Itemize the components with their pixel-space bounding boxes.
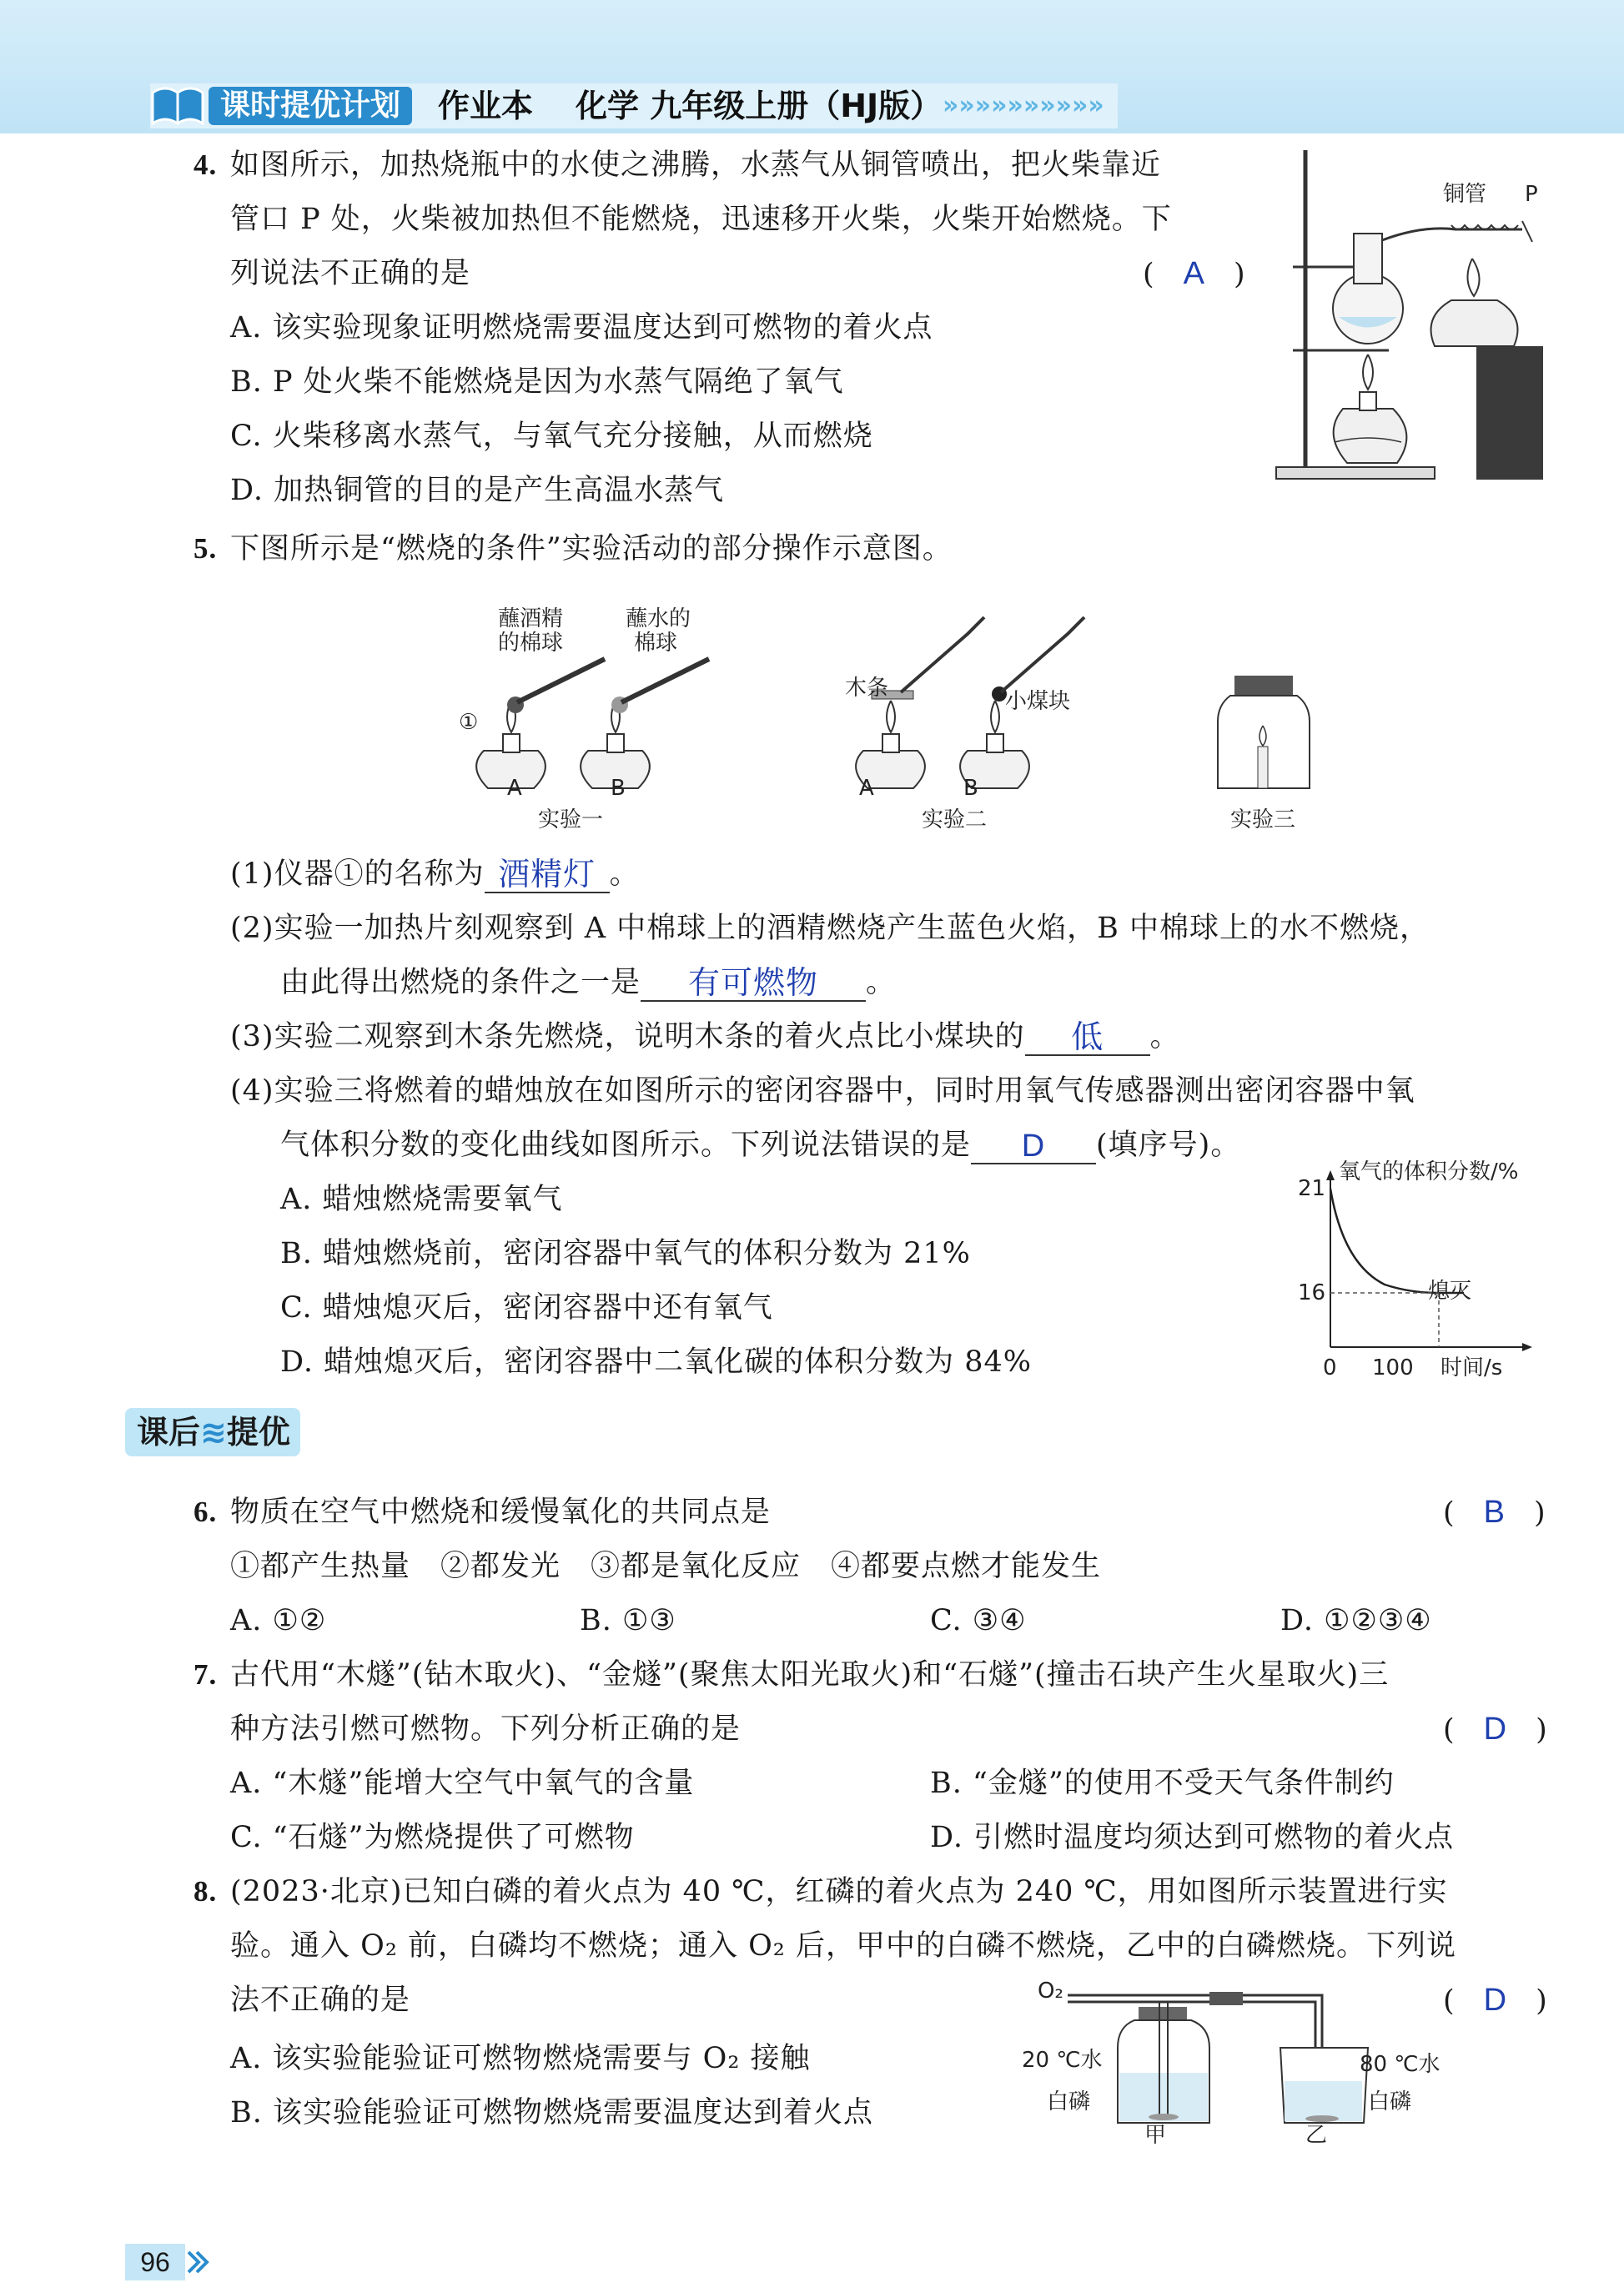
q4-apparatus-figure (1272, 142, 1547, 484)
q4-option-d: D. 加热铜管的目的是产生高温水蒸气 (230, 474, 725, 507)
q8-fig-yi: 乙 (1305, 2123, 1328, 2148)
exp1-label-water-2: 棉球 (634, 631, 678, 656)
graph-x-100: 100 (1372, 1355, 1414, 1380)
q4-answer-paren: ( A ) (1143, 256, 1245, 291)
q5-part3-answer: 低 (1025, 1021, 1150, 1056)
subject-title: 化学 九年级上册（HJ版） (576, 88, 943, 124)
q5-part3 (230, 1018, 1180, 1056)
q4-fig-label-tube: 铜管 (1443, 182, 1487, 207)
q5-part3-post: 。 (1149, 1020, 1180, 1053)
q7-option-b: B. “金燧”的使用不受天气条件制约 (930, 1767, 1395, 1800)
exp1-label-circle-one: ① (459, 710, 479, 735)
q4-option-a: A. 该实验现象证明燃烧需要温度达到可燃物的着火点 (230, 311, 933, 344)
q5-part2-line1: (2)实验一加热片刻观察到 A 中棉球上的酒精燃烧产生蓝色火焰，B 中棉球上的水不燃烧， (230, 912, 1430, 945)
q4-answer: A (1183, 256, 1205, 291)
q5-stem: 下图所示是“燃烧的条件”实验活动的部分操作示意图。 (230, 532, 953, 566)
header-arrows: »»»»»»»»»» (943, 91, 1104, 120)
exp1-label-alcohol-1: 蘸酒精 (498, 606, 564, 631)
q6-option-b: B. ①③ (580, 1604, 676, 1637)
q5-option-d: D. 蜡烛熄灭后，密闭容器中二氧化碳的体积分数为 84% (280, 1345, 1032, 1379)
q5-part4-post: (填序号)。 (1096, 1129, 1241, 1162)
section-title-a: 课后 (137, 1414, 201, 1451)
q4-fig-label-p: P (1525, 182, 1538, 207)
q8-answer-paren: ( D ) (1443, 1983, 1547, 2018)
exp2-label-coal: 小煤块 (1005, 689, 1071, 714)
graph-y-16: 16 (1298, 1280, 1326, 1305)
q8-fig-o2: O₂ (1038, 1979, 1063, 2004)
q4-option-b: B. P 处火柴不能燃烧是因为水蒸气隔绝了氧气 (230, 365, 844, 399)
exp3-jar (1218, 676, 1310, 788)
page-arrow-icon (185, 2249, 210, 2275)
q7-answer: D (1483, 1712, 1507, 1747)
exp1-label-alcohol-2: 的棉球 (498, 631, 564, 656)
q7-answer-paren: ( D ) (1443, 1712, 1547, 1747)
exp2-label-wood: 木条 (845, 676, 889, 701)
q5-option-c: C. 蜡烛熄灭后，密闭容器中还有氧气 (280, 1291, 773, 1325)
oxygen-curve (1330, 1189, 1464, 1293)
q6-items: ①都产生热量 ②都发光 ③都是氧化反应 ④都要点燃才能发生 (230, 1550, 1102, 1583)
q8-option-b: B. 该实验能验证可燃物燃烧需要温度达到着火点 (230, 2096, 873, 2130)
q5-part2-answer: 有可燃物 (641, 967, 866, 1002)
exp1-label-a: A (507, 776, 522, 801)
q6-option-d: D. ①②③④ (1280, 1604, 1432, 1637)
q7-line1: 古代用“木燧”(钻木取火)、“金燧”(聚焦太阳光取火)和“石燧”(撞击石块产生火星取火)三 (230, 1658, 1390, 1692)
q5-number: 5. (194, 532, 218, 565)
q4-number: 4. (194, 148, 218, 181)
brand-title: 课时提优计划 (209, 87, 412, 125)
exp1-lamp-b (581, 659, 709, 788)
q6-answer: B (1483, 1495, 1506, 1530)
section-title-b: 提优 (226, 1414, 290, 1451)
q4-line2: 管口 P 处，火柴被加热但不能燃烧，迅速移开火柴，火柴开始燃烧。下 (230, 203, 1172, 236)
exp1-label-water-1: 蘸水的 (626, 606, 691, 631)
q5-option-b: B. 蜡烛燃烧前，密闭容器中氧气的体积分数为 21% (280, 1237, 971, 1270)
q8-fig-jia: 甲 (1144, 2123, 1167, 2148)
exp2-caption: 实验二 (922, 807, 988, 832)
q6-answer-paren: ( B ) (1443, 1495, 1546, 1530)
exp3-caption: 实验三 (1230, 807, 1296, 832)
q8-fig-water80: 80 ℃水 (1360, 2052, 1440, 2077)
section-title: 课后≋提优 (125, 1408, 300, 1456)
graph-x-0: 0 (1323, 1355, 1337, 1380)
q5-part4-line2 (280, 1126, 1240, 1164)
q7-number: 7. (194, 1658, 218, 1691)
q4-line3: 列说法不正确的是 (230, 257, 471, 290)
q5-part1-post: 。 (609, 857, 640, 891)
q6-number: 6. (194, 1496, 218, 1528)
q8-fig-wp-right: 白磷 (1368, 2089, 1412, 2114)
q8-option-a: A. 该实验能验证可燃物燃烧需要与 O₂ 接触 (230, 2042, 811, 2075)
graph-y-21: 21 (1298, 1176, 1326, 1201)
q7-option-a: A. “木燧”能增大空气中氧气的含量 (230, 1767, 695, 1800)
exp2-label-a: A (859, 776, 874, 801)
q7-option-d: D. 引燃时温度均须达到可燃物的着火点 (930, 1821, 1455, 1854)
book-name: 作业本 (438, 88, 534, 124)
q5-part3-text: (3)实验二观察到木条先燃烧，说明木条的着火点比小煤块的 (230, 1020, 1025, 1053)
q7-option-c: C. “石燧”为燃烧提供了可燃物 (230, 1821, 635, 1854)
q5-part4-line1: (4)实验三将燃着的蜡烛放在如图所示的密闭容器中，同时用氧气传感器测出密闭容器中氧 (230, 1074, 1415, 1108)
q5-part2-line2 (280, 963, 896, 1002)
q5-part2-post: 。 (866, 966, 897, 999)
graph-ylabel: 氧气的体积分数/% (1339, 1159, 1519, 1184)
oxygen-graph (1318, 1164, 1535, 1364)
q8-fig-water20: 20 ℃水 (1022, 2048, 1103, 2073)
q5-part4-text: 气体积分数的变化曲线如图所示。下列说法错误的是 (280, 1129, 972, 1162)
q6-option-a: A. ①② (230, 1604, 327, 1637)
q5-part1-text: (1)仪器①的名称为 (230, 857, 485, 891)
q5-option-a: A. 蜡烛燃烧需要氧气 (280, 1183, 563, 1216)
q8-fig-wp-left: 白磷 (1047, 2089, 1091, 2114)
q8-line3: 法不正确的是 (230, 1984, 411, 2017)
q8-line2: 验。通入 O₂ 前，白磷均不燃烧；通入 O₂ 后，甲中的白磷不燃烧，乙中的白磷燃烧。下列说 (230, 1929, 1456, 1963)
q5-experiment-figures (450, 601, 1335, 809)
q5-part1-answer: 酒精灯 (485, 858, 610, 893)
q8-line1: (2023·北京)已知白磷的着火点为 40 ℃，红磷的着火点为 240 ℃，用如图所示装置进行实 (230, 1875, 1448, 1908)
graph-xlabel: 时间/s (1440, 1355, 1503, 1380)
q8-answer: D (1483, 1983, 1507, 2018)
q6-option-c: C. ③④ (930, 1604, 1027, 1637)
q5-part4-answer: D (971, 1129, 1096, 1164)
graph-extinguish-label: 熄灭 (1428, 1279, 1472, 1304)
q7-line2: 种方法引燃可燃物。下列分析正确的是 (230, 1712, 742, 1746)
q4-option-c: C. 火柴移离水蒸气，与氧气充分接触，从而燃烧 (230, 420, 873, 453)
q6-stem: 物质在空气中燃烧和缓慢氧化的共同点是 (230, 1496, 772, 1529)
exp1-caption: 实验一 (538, 807, 604, 832)
book-icon (148, 80, 207, 130)
q5-part1 (230, 855, 640, 893)
q4-line1: 如图所示，加热烧瓶中的水使之沸腾，水蒸气从铜管喷出，把火柴靠近 (230, 148, 1162, 182)
page-number: 96 (125, 2244, 185, 2280)
exp1-label-b: B (611, 776, 626, 801)
exp2-label-b: B (963, 776, 978, 801)
q5-part2-text: 由此得出燃烧的条件之一是 (280, 966, 641, 999)
q8-number: 8. (194, 1875, 218, 1908)
